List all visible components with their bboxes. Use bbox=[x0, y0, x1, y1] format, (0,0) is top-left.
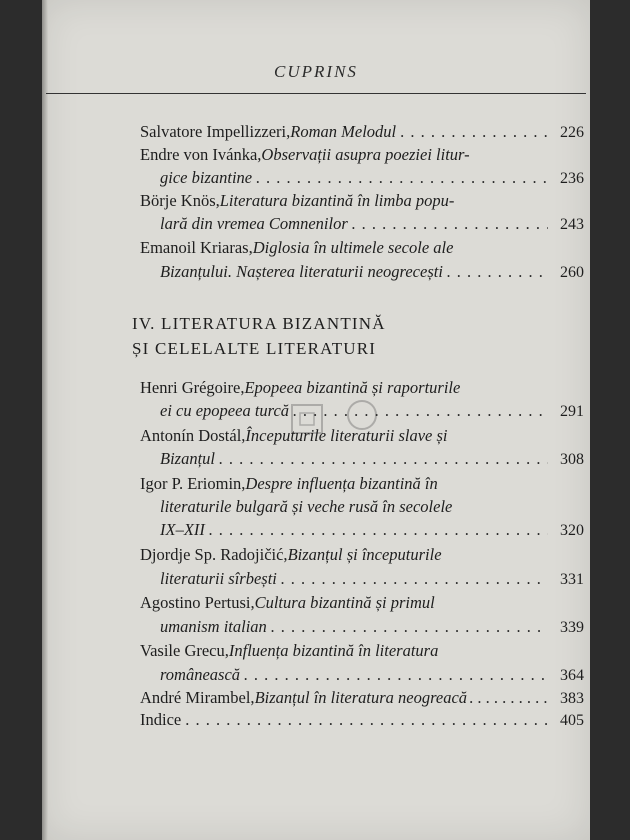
toc-leader-dots bbox=[256, 168, 548, 188]
toc-leader-dots bbox=[209, 520, 548, 540]
toc-author: Vasile Grecu, bbox=[140, 641, 229, 660]
toc-author: André Mirambel, bbox=[140, 688, 255, 707]
toc-author: Antonín Dostál, bbox=[140, 426, 246, 445]
toc-entry-knos[interactable] bbox=[140, 191, 570, 211]
section-heading-line-1: IV. LITERATURA BIZANTINĂ bbox=[132, 314, 386, 333]
toc-page-number: 291 bbox=[560, 403, 584, 420]
toc-page-number: 320 bbox=[560, 522, 584, 539]
toc-page-number: 331 bbox=[560, 571, 584, 588]
toc-entry-pertusi[interactable] bbox=[140, 593, 572, 613]
toc-entry-dostal-cont bbox=[160, 449, 584, 469]
toc-leader-dots bbox=[271, 617, 548, 637]
toc-leader-dots bbox=[244, 665, 548, 685]
toc-leader-dots bbox=[281, 569, 548, 589]
toc-page-number: 405 bbox=[560, 712, 584, 729]
toc-entry-impellizzeri[interactable] bbox=[140, 122, 584, 142]
toc-entry-gregoire-cont bbox=[160, 401, 584, 421]
toc-leader-dots bbox=[219, 449, 548, 469]
page-title: CUPRINS bbox=[274, 62, 358, 81]
toc-page-number: 260 bbox=[560, 264, 584, 281]
toc-leader-dots bbox=[469, 688, 550, 708]
book-page bbox=[42, 0, 590, 840]
toc-author: Agostino Pertusi, bbox=[140, 593, 255, 612]
toc-entry-ivanka-cont bbox=[160, 168, 584, 188]
toc-entry-indice[interactable] bbox=[140, 710, 584, 730]
toc-title: Bizanțul și începuturile bbox=[287, 545, 442, 564]
toc-entry-gregoire[interactable] bbox=[140, 378, 572, 398]
toc-title-cont: ei cu epopeea turcă bbox=[160, 401, 290, 420]
toc-author: Salvatore Impellizzeri, bbox=[140, 122, 291, 141]
toc-page-number: 364 bbox=[560, 667, 584, 684]
toc-page-number: 236 bbox=[560, 170, 584, 187]
section-heading-line-2: ȘI CELELALTE LITERATURI bbox=[132, 339, 377, 358]
toc-title: Începuturile literaturii slave și bbox=[245, 426, 448, 445]
toc-title: Epopeea bizantină și raporturile bbox=[244, 378, 461, 397]
toc-title: Cultura bizantină și primul bbox=[254, 593, 435, 612]
toc-author: Börje Knös, bbox=[140, 191, 220, 210]
toc-page-number: 383 bbox=[560, 690, 584, 707]
toc-entry-grecu[interactable] bbox=[140, 641, 572, 661]
toc-title-cont: Bizanțul bbox=[160, 449, 216, 468]
toc-author: Endre von Ivánka, bbox=[140, 145, 262, 164]
toc-title: Observații asupra poeziei litur- bbox=[261, 145, 470, 164]
toc-leader-dots bbox=[352, 214, 548, 234]
toc-author: Indice bbox=[140, 710, 182, 729]
toc-page-number: 308 bbox=[560, 451, 584, 468]
toc-entry-dostal[interactable] bbox=[140, 426, 572, 446]
toc-leader-dots bbox=[185, 710, 548, 730]
toc-title: Influența bizantină în literatura bbox=[228, 641, 439, 660]
toc-entry-eriomin-cont-2 bbox=[160, 520, 584, 540]
toc-page-number: 226 bbox=[560, 124, 584, 141]
toc-entry-kriaras[interactable] bbox=[140, 238, 570, 258]
toc-page-number: 243 bbox=[560, 216, 584, 233]
toc-title-cont: lară din vremea Comnenilor bbox=[160, 214, 348, 233]
toc-author: Igor P. Eriomin, bbox=[140, 474, 246, 493]
toc-title-cont: umanism italian bbox=[160, 617, 267, 636]
toc-entry-knos-cont bbox=[160, 214, 584, 234]
toc-entry-radojicic-cont bbox=[160, 569, 584, 589]
toc-entry-ivanka[interactable] bbox=[140, 145, 560, 165]
toc-entry-radojicic[interactable] bbox=[140, 545, 572, 565]
toc-title: Roman Melodul bbox=[290, 122, 397, 141]
toc-title: Bizanțul în literatura neogreacă bbox=[254, 688, 468, 707]
toc-entry-kriaras-cont bbox=[160, 262, 584, 282]
toc-title: Diglosia în ultimele secole ale bbox=[252, 238, 454, 257]
toc-title: Literatura bizantină în limba popu- bbox=[219, 191, 455, 210]
table-of-contents bbox=[42, 0, 590, 840]
toc-title-cont: literaturile bulgară și veche rusă în secolele bbox=[160, 497, 453, 516]
toc-entry-pertusi-cont bbox=[160, 617, 584, 637]
toc-title: Despre influența bizantină în bbox=[245, 474, 438, 493]
toc-title-cont: românească bbox=[160, 665, 241, 684]
toc-title-cont: IX–XII bbox=[160, 520, 205, 539]
toc-author: Henri Grégoire, bbox=[140, 378, 245, 397]
toc-entry-eriomin[interactable] bbox=[140, 474, 572, 494]
toc-title-cont: gice bizantine bbox=[160, 168, 253, 187]
toc-author: Djordje Sp. Radojičić, bbox=[140, 545, 288, 564]
toc-leader-dots bbox=[447, 262, 548, 282]
toc-entry-grecu-cont bbox=[160, 665, 584, 685]
toc-leader-dots bbox=[400, 122, 548, 142]
toc-title-cont: Bizanțului. Nașterea literaturii neogrecești bbox=[160, 262, 443, 281]
toc-page-number: 339 bbox=[560, 619, 584, 636]
toc-title-cont: literaturii sîrbești bbox=[160, 569, 277, 588]
toc-entry-mirambel[interactable] bbox=[140, 688, 584, 708]
toc-leader-dots bbox=[293, 401, 548, 421]
toc-author: Emanoil Kriaras, bbox=[140, 238, 253, 257]
toc-entry-eriomin-cont bbox=[160, 497, 584, 517]
